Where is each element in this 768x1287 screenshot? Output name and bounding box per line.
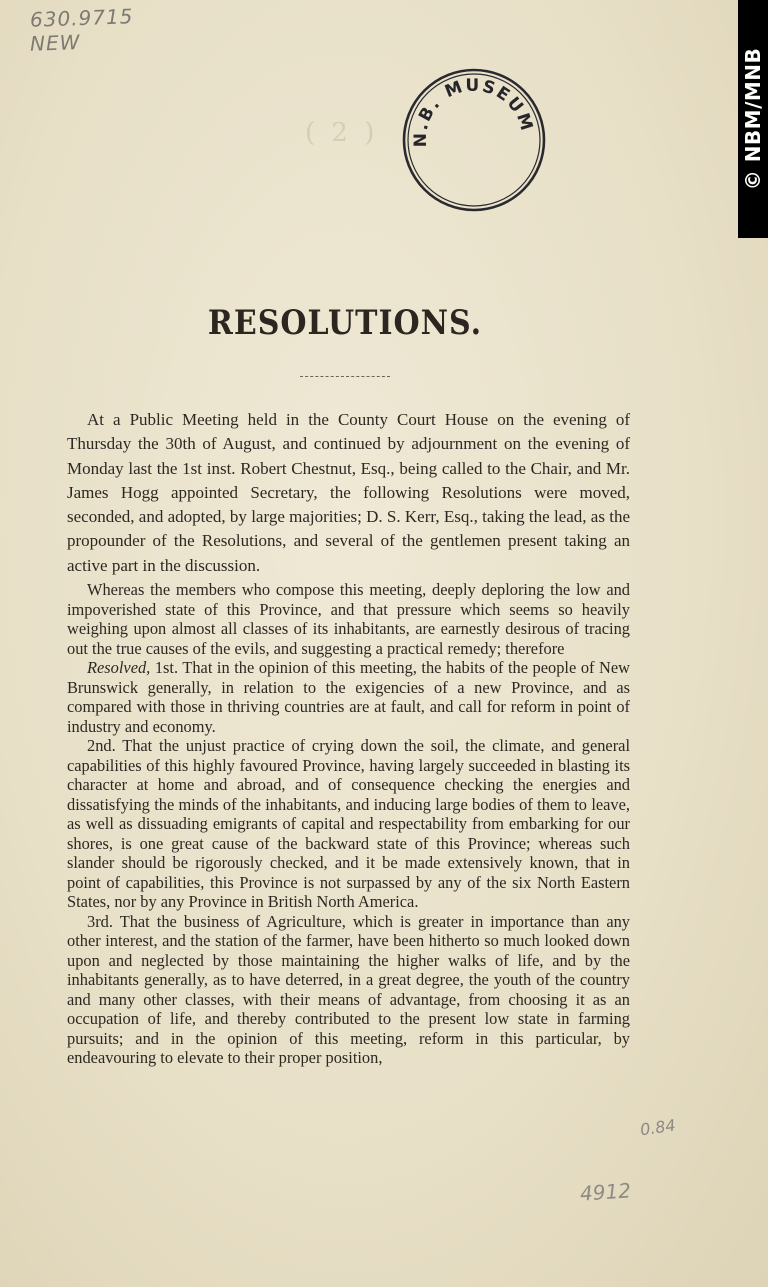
page-title: RESOLUTIONS.: [207, 303, 483, 344]
resolutions-body: [67, 408, 630, 1068]
margin-note-side: 0.84: [638, 1115, 677, 1140]
resolution-1-paragraph: [67, 658, 630, 736]
meeting-paragraph: At a Public Meeting held in the County Court House on the evening of Thursday the 30th of August, and continued by adjournment on the evening of Monday last the 1st inst. Robert Chestnut, Esq., being called to the Chair, and Mr. James Hogg appointed Secretary, the following Resolutions were moved, seconded, and adopted, by large majorities; D. S. Kerr, Esq., taking the lead, as the propounder of the Resolutions, and several of the gentlemen present taking an active part in the discussion.: [67, 410, 630, 575]
margin-note-bottom: 4912: [579, 1178, 632, 1206]
catalog-mark: [30, 6, 133, 54]
resolution-2-paragraph: 2nd. That the unjust practice of crying down the soil, the climate, and general capabilities of this highly favoured Province, having largely succeeded in blasting its character at home and abroad, and of consequence checking the energies and dissatisfying the minds of the inhabitants, and inducing large bodies of them to leave, as well as dissuading emigrants of capital and respectability from embarking for our shores, is one great cause of the backward state of this Province; whereas such slander should be rigorously checked, and it be made extensively known, that in point of capabilities, this Province is not surpassed by any of the six North Eastern States, nor by any Province in British North America.: [67, 736, 630, 912]
bleed-through-mark: ( 2 ): [305, 118, 379, 148]
catalog-note: NEW: [29, 30, 81, 56]
copyright-watermark: [738, 0, 768, 238]
resolution-3-paragraph: 3rd. That the business of Agriculture, which is greater in importance than any other interest, and the station of the farmer, have been hitherto so much looked down upon and neglected by those maintaining the higher walks of life, and by the inhabitants generally, as to have deterred, in a great degree, the youth of the country and many other classes, with their means of advantage, from choosing it as an occupation of life, and thereby contributed to the present low state in farming pursuits; and in the opinion of this meeting, reform in this particular, by endeavouring to elevate to their proper position,: [67, 911, 630, 1068]
stamp-text: N.B. MUSEUM: [410, 75, 537, 148]
catalog-number: 630.9715: [29, 4, 134, 32]
whereas-paragraph: Whereas the members who compose this meeting, deeply deploring the low and impoverished state of this Province, and that pressure which seems so heavily weighing upon almost all classes of its inhabitants, are earnestly desirous of tracing out the true causes of the evils, and suggesting a practical remedy; therefore: [67, 580, 630, 658]
title-divider: [300, 376, 390, 377]
resolved-label: Resolved,: [87, 658, 151, 678]
watermark-text: © NBM/MNB: [741, 47, 765, 191]
resolution-1-text: 1st. That in the opinion of this meeting, the habits of the people of New Brunswick generally, in relation to the exigencies of a new Province, and as compared with those in thriving countries are at fault, and call for reform in point of industry and economy.: [67, 658, 630, 736]
museum-stamp: [400, 66, 548, 214]
